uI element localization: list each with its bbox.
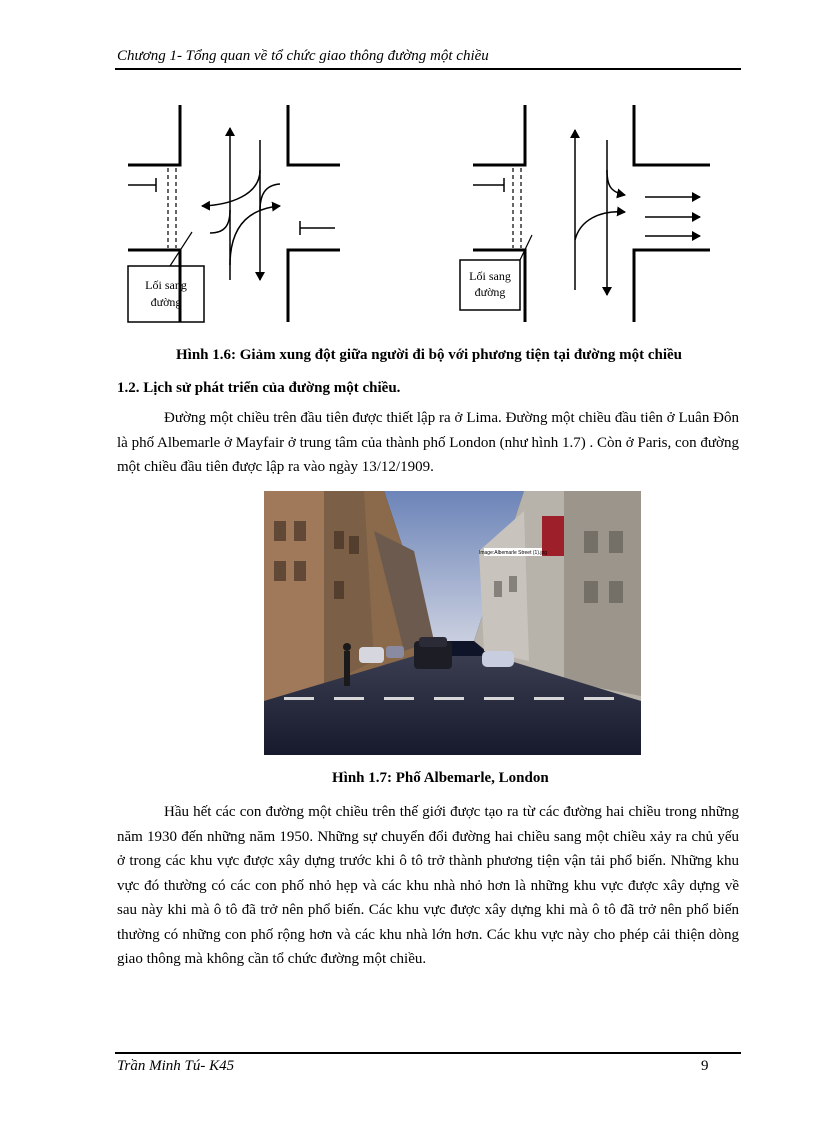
section-heading: 1.2. Lịch sử phát triển của đường một chiều. bbox=[117, 380, 401, 396]
paragraph-1 bbox=[117, 406, 739, 480]
photo-sign-text: Image:Albemarle Street (1).jpg bbox=[478, 550, 548, 556]
footer-author: Trần Minh Tú- K45 bbox=[117, 1058, 235, 1074]
paragraph-1-text: Đường một chiều trên đầu tiên được thiết lập ra ở Lima. Đường một chiều đầu tiên ở Luân Đôn là phố Albemarle ở Mayfair ở trung tâm của thành phố London (như hình 1.7) . Còn ở Paris, con đường một chiều đầu tiên được lập ra vào ngày 13/12/1909. bbox=[117, 410, 739, 475]
right-label-line2: đường bbox=[474, 285, 506, 299]
left-label-line2: đường bbox=[150, 295, 182, 309]
left-label-line1: Lối sang bbox=[145, 278, 187, 292]
header-rule bbox=[115, 68, 741, 70]
page-number: 9 bbox=[701, 1058, 709, 1074]
figure-1-6-diagram bbox=[120, 100, 720, 330]
paragraph-2-text: Hầu hết các con đường một chiều trên thế giới được tạo ra từ các đường hai chiều trong những năm 1930 đến những năm 1950. Những sự chuyển đổi đường hai chiều sang một chiều xảy ra chủ yếu ở trong các khu vực được xây dựng trước khi ô tô trở thành phương tiện vận tải phổ biến. Những khu vực đó thường có các con phố nhỏ hẹp và các khu nhà nhỏ hơn là những khu vực được xây dựng về sau này khi mà ô tô đã trở nên phổ biến. Các khu vực được xây dựng khi mà ô tô đã trở nên phổ biến thường có những con phố rộng hơn và các khu nhà lớn hơn. Các khu vực này cho phép cải thiện dòng giao thông mà không cần tổ chức đường một chiều. bbox=[117, 804, 739, 967]
footer-rule bbox=[115, 1052, 741, 1054]
paragraph-2 bbox=[117, 800, 739, 972]
albemarle-street-photo bbox=[264, 491, 641, 755]
figure-1-6-caption: Hình 1.6: Giảm xung đột giữa người đi bộ với phương tiện tại đường một chiều bbox=[176, 347, 682, 363]
figure-1-7-caption: Hình 1.7: Phố Albemarle, London bbox=[332, 770, 549, 786]
page-header: Chương 1- Tổng quan về tổ chức giao thông đường một chiều bbox=[117, 48, 489, 64]
right-label-line1: Lối sang bbox=[469, 269, 511, 283]
